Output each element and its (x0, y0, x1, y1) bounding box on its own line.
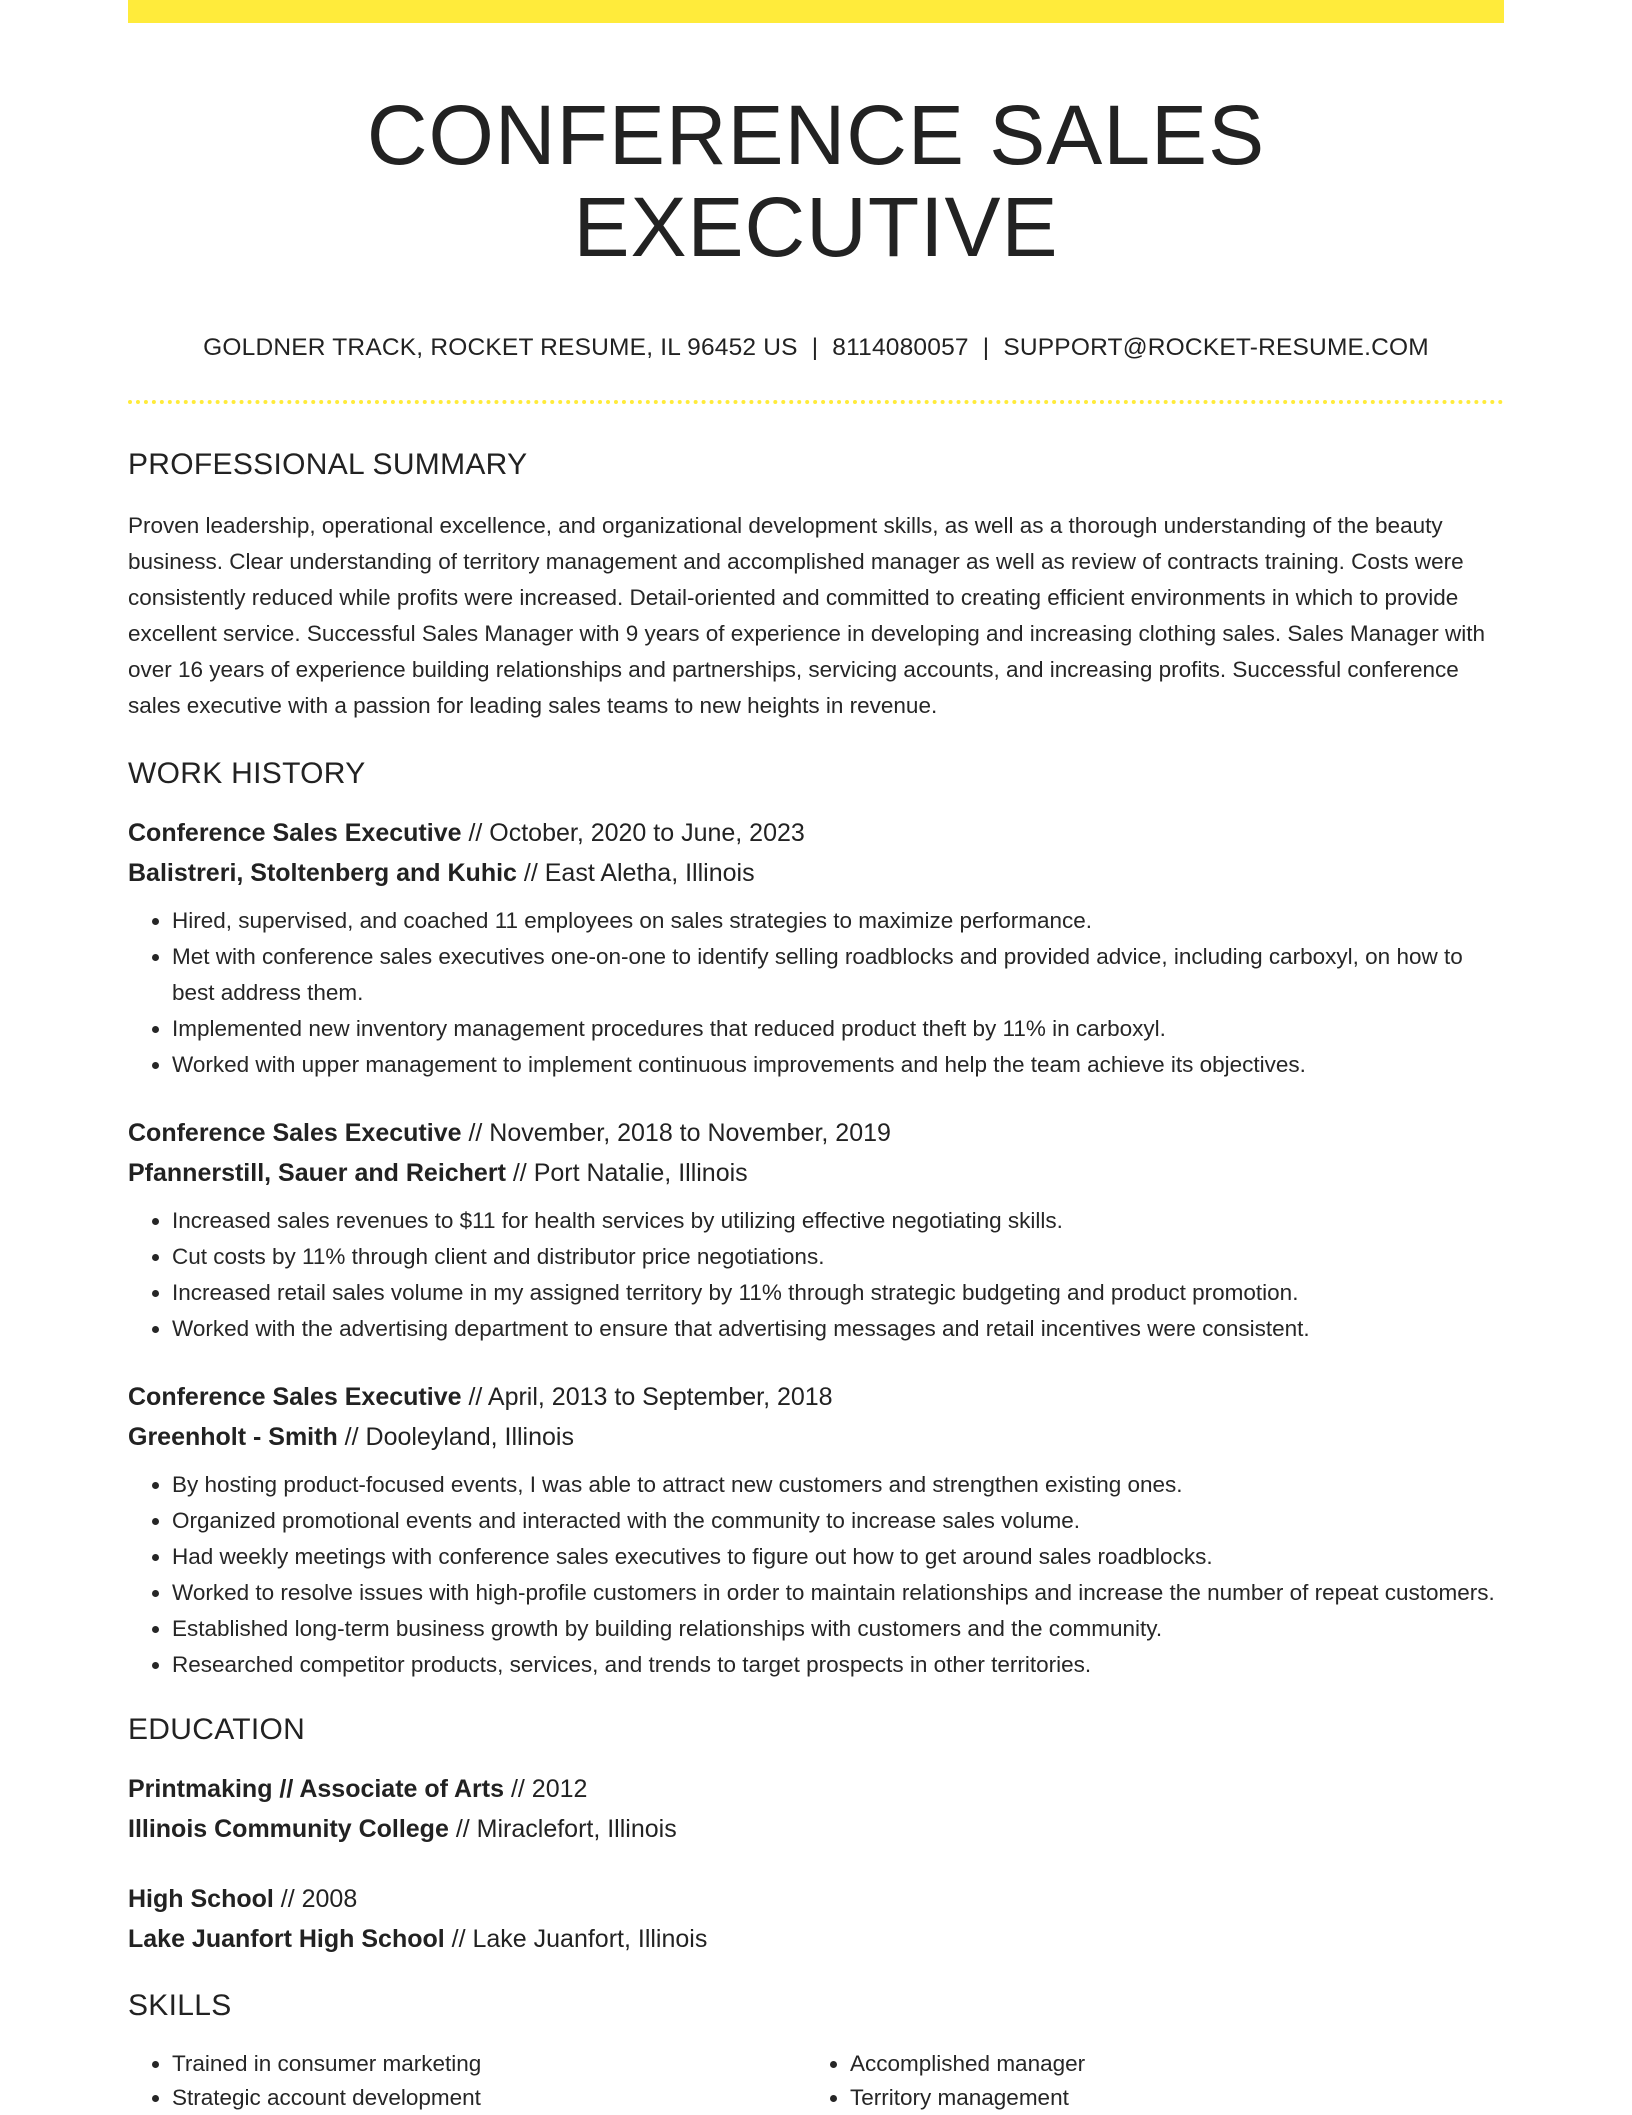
dotted-divider (128, 400, 1504, 404)
resume-name-title: CONFERENCE SALES EXECUTIVE (366, 88, 1266, 275)
job-role: Conference Sales Executive (128, 818, 462, 847)
skills-grid (128, 2047, 1504, 2115)
job-company-line (128, 853, 1504, 893)
job-role-line (128, 1113, 1504, 1153)
job-location: // Port Natalie, Illinois (505, 1158, 748, 1187)
contact-line (128, 334, 1504, 362)
education-entry (128, 1879, 1504, 1959)
education-location: // Miraclefort, Illinois (448, 1814, 677, 1843)
list-item: • Had weekly meetings with conference sales executives to figure out how to get around sales roadblocks. (172, 1539, 1504, 1575)
education-school-line (128, 1919, 1504, 1959)
education-school-line (128, 1809, 1504, 1849)
education-school: Illinois Community College (128, 1814, 449, 1843)
contact-address: GOLDNER TRACK, ROCKET RESUME, IL 96452 US (203, 333, 798, 361)
section-title-summary: PROFESSIONAL SUMMARY (128, 447, 528, 481)
list-item: • Met with conference sales executives one-on-one to identify selling roadblocks and provided advice, including carboxyl, on how to best address them. (172, 939, 1504, 1011)
job-company: Greenholt - Smith (128, 1422, 338, 1451)
job-company: Balistreri, Stoltenberg and Kuhic (128, 858, 517, 887)
section-title-work-history: WORK HISTORY (128, 756, 366, 790)
section-title-skills: SKILLS (128, 1988, 232, 2022)
job-bullets (128, 903, 1504, 1083)
job-entry (128, 1377, 1504, 1683)
list-item: • Cut costs by 11% through client and distributor price negotiations. (172, 1239, 1504, 1275)
job-dates: // November, 2018 to November, 2019 (461, 1118, 891, 1147)
list-item: • By hosting product-focused events, I was able to attract new customers and strengthen existing ones. (172, 1467, 1504, 1503)
list-item: • Worked with the advertising department to ensure that advertising messages and retail incentives were consistent. (172, 1311, 1504, 1347)
list-item: • Hired, supervised, and coached 11 employees on sales strategies to maximize performance. (172, 903, 1504, 939)
contact-separator: | (982, 333, 990, 361)
education-year: // 2008 (273, 1884, 358, 1913)
skill-item: • Trained in consumer marketing (172, 2047, 806, 2081)
job-dates: // April, 2013 to September, 2018 (461, 1382, 833, 1411)
job-role-line (128, 1377, 1504, 1417)
list-item: • Increased sales revenues to $11 for health services by utilizing effective negotiating skills. (172, 1203, 1504, 1239)
list-item: • Worked with upper management to implement continuous improvements and help the team achieve its objectives. (172, 1047, 1504, 1083)
skills-column-left (128, 2047, 806, 2115)
education-school: Lake Juanfort High School (128, 1924, 445, 1953)
skill-item: • Strategic account development (172, 2081, 806, 2115)
job-dates: // October, 2020 to June, 2023 (461, 818, 805, 847)
list-item: • Organized promotional events and interacted with the community to increase sales volume. (172, 1503, 1504, 1539)
education-entry (128, 1769, 1504, 1849)
education-degree-line (128, 1769, 1504, 1809)
job-bullets (128, 1467, 1504, 1683)
job-role: Conference Sales Executive (128, 1382, 462, 1411)
summary-text: Proven leadership, operational excellence, and organizational development skills, as well as a thorough understanding of the beauty business. Clear understanding of territory management and accomplished manager as well as review of contracts training. Costs were consistently reduced while profits were increased. Detail-oriented and committed to creating efficient environments in which to provide excellent service. Successful Sales Manager with 9 years of experience in developing and increasing clothing sales. Sales Manager with over 16 years of experience building relationships and partnerships, servicing accounts, and increasing profits. Successful conference sales executive with a passion for leading sales teams to new heights in revenue. (128, 512, 1485, 718)
list-item: • Increased retail sales volume in my assigned territory by 11% through strategic budgeting and product promotion. (172, 1275, 1504, 1311)
education-degree-line (128, 1879, 1504, 1919)
job-role-line (128, 813, 1504, 853)
contact-email: SUPPORT@ROCKET-RESUME.COM (1003, 333, 1429, 361)
job-company-line (128, 1153, 1504, 1193)
skill-item: • Territory management (850, 2081, 1484, 2115)
accent-top-bar (128, 0, 1504, 23)
list-item: • Worked to resolve issues with high-profile customers in order to maintain relationships and increase the number of repeat customers. (172, 1575, 1504, 1611)
resume-page (128, 0, 1504, 2115)
job-location: // Dooleyland, Illinois (337, 1422, 574, 1451)
contact-separator: | (811, 333, 819, 361)
job-entry (128, 1113, 1504, 1347)
skill-item: • Accomplished manager (850, 2047, 1484, 2081)
list-item: • Established long-term business growth by building relationships with customers and the community. (172, 1611, 1504, 1647)
contact-phone: 8114080057 (832, 333, 969, 361)
list-item: • Researched competitor products, services, and trends to target prospects in other territories. (172, 1647, 1504, 1683)
education-location: // Lake Juanfort, Illinois (444, 1924, 708, 1953)
job-company: Pfannerstill, Sauer and Reichert (128, 1158, 506, 1187)
education-degree: High School (128, 1884, 274, 1913)
section-title-education: EDUCATION (128, 1712, 306, 1746)
job-entry (128, 813, 1504, 1083)
job-bullets (128, 1203, 1504, 1347)
job-role: Conference Sales Executive (128, 1118, 462, 1147)
job-company-line (128, 1417, 1504, 1457)
job-location: // East Aletha, Illinois (516, 858, 755, 887)
education-year: // 2012 (504, 1774, 588, 1803)
list-item: • Implemented new inventory management procedures that reduced product theft by 11% in carboxyl. (172, 1011, 1504, 1047)
education-degree: Printmaking // Associate of Arts (128, 1774, 505, 1803)
skills-column-right (806, 2047, 1484, 2115)
